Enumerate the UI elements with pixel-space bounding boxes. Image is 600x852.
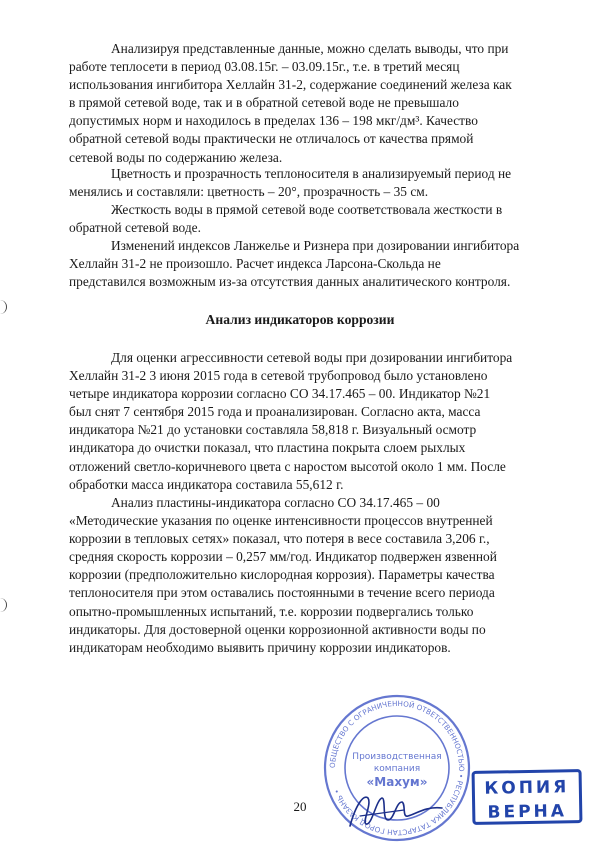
paragraph-indices — [69, 237, 559, 291]
text-line: обработки масса индикатора составила 55,612 г. — [69, 476, 344, 492]
text-line: индикатора до очистки показал, что пластина покрыта слоем рыхлых — [69, 440, 466, 456]
text-line: коррозии в тепловых сетях» показал, что потеря в весе составила 3,206 г., — [69, 531, 490, 547]
text-line: коррозии (предположительно кислородная коррозия). Параметры качества — [69, 567, 495, 583]
text-line: средняя скорость коррозии – 0,257 мм/год. Индикатор подвержен язвенной — [69, 549, 497, 565]
text-line: в прямой сетевой воде, так и в обратной сетевой воде не превышало — [69, 95, 459, 111]
text-line: индикаторы. Для достоверной оценки коррозионной активности воды по — [69, 621, 486, 637]
stamp-line: ВЕРНА — [487, 801, 568, 823]
text-line: допустимых норм и находилось в пределах 136 – 198 мкг/дм³. Качество — [69, 113, 478, 129]
stamp-line: КОПИЯ — [484, 777, 570, 799]
text-line: использования ингибитора Хеллайн 31-2, содержание соединений железа как — [69, 77, 512, 93]
text-line: Хеллайн 31-2 3 июня 2015 года в сетевой трубопровод было установлено — [69, 368, 488, 384]
paragraph-plate-analysis — [69, 494, 559, 657]
seal-center-line: компания — [373, 764, 421, 774]
text-line: четыре индикатора коррозии согласно СО 34.17.465 – 00. Индикатор №21 — [69, 386, 491, 402]
text-line: Анализ пластины-индикатора согласно СО 34.17.465 – 00 — [111, 495, 440, 510]
seal-center-line: «Махум» — [366, 775, 428, 789]
text-line: Для оценки агрессивности сетевой воды при дозировании ингибитора — [111, 350, 513, 365]
text-line: Анализируя представленные данные, можно сделать выводы, что при — [111, 41, 509, 56]
paragraph-hardness — [69, 201, 559, 237]
text-line: теплоносителя при этом оставались постоянными в течение всего периода — [69, 585, 495, 601]
margin-mark — [0, 598, 7, 612]
copy-certified-stamp — [472, 769, 583, 825]
text-line: индикатора №21 до установки составляла 58,818 г. Визуальный осмотр — [69, 422, 477, 438]
text-line: отложений светло-коричневого цвета с наростом высотой около 1 мм. После — [69, 458, 506, 474]
text-line: Изменений индексов Ланжелье и Ризнера при дозировании ингибитора — [111, 238, 520, 253]
text-line: индикаторам необходимо выявить причину коррозии индикаторов. — [69, 639, 451, 655]
text-line: опытно-промышленных испытаний, т.е. коррозии подвергались только — [69, 603, 474, 619]
page-number: 20 — [293, 799, 307, 814]
text-line: обратной сетевой воде. — [69, 220, 201, 236]
text-line: Хеллайн 31-2 не произошло. Расчет индекса Ларсона-Скольда не — [69, 256, 441, 272]
text-line: сетевой воды по содержанию железа. — [69, 149, 283, 165]
text-line: обратной сетевой воды практически не отличалось от качества прямой — [69, 131, 474, 147]
text-line: работе теплосети в период 03.08.15г. – 03.09.15г., т.е. в третий месяц — [69, 59, 460, 75]
seal-center-line: Производственная — [352, 752, 442, 762]
paragraph-iron-content — [69, 40, 559, 167]
text-line: был снят 7 сентября 2015 года и проанализирован. Согласно акта, масса — [69, 404, 481, 420]
text-line: «Методические указания по оценке интенсивности процессов внутренней — [69, 513, 493, 529]
signature — [342, 786, 452, 836]
text-line: менялись и составляли: цветность – 20°, прозрачность – 35 см. — [69, 184, 429, 200]
text-line: представился возможным из-за отсутствия данных аналитического контроля. — [69, 274, 511, 290]
paragraph-corrosion-indicators — [69, 349, 559, 494]
text-line: Жесткость воды в прямой сетевой воде соответствовала жесткости в — [111, 202, 503, 217]
text-line: Цветность и прозрачность теплоносителя в анализируемый период не — [111, 166, 512, 181]
paragraph-color-transparency — [69, 165, 559, 201]
section-heading: Анализ индикаторов коррозии — [205, 312, 395, 327]
seal-ring-text: ОБЩЕСТВО С ОГРАНИЧЕННОЙ ОТВЕТСТВЕННОСТЬЮ • РЕСПУБЛИКА ТАТАРСТАН ГОРОД КАЗАНЬ • — [327, 698, 467, 838]
